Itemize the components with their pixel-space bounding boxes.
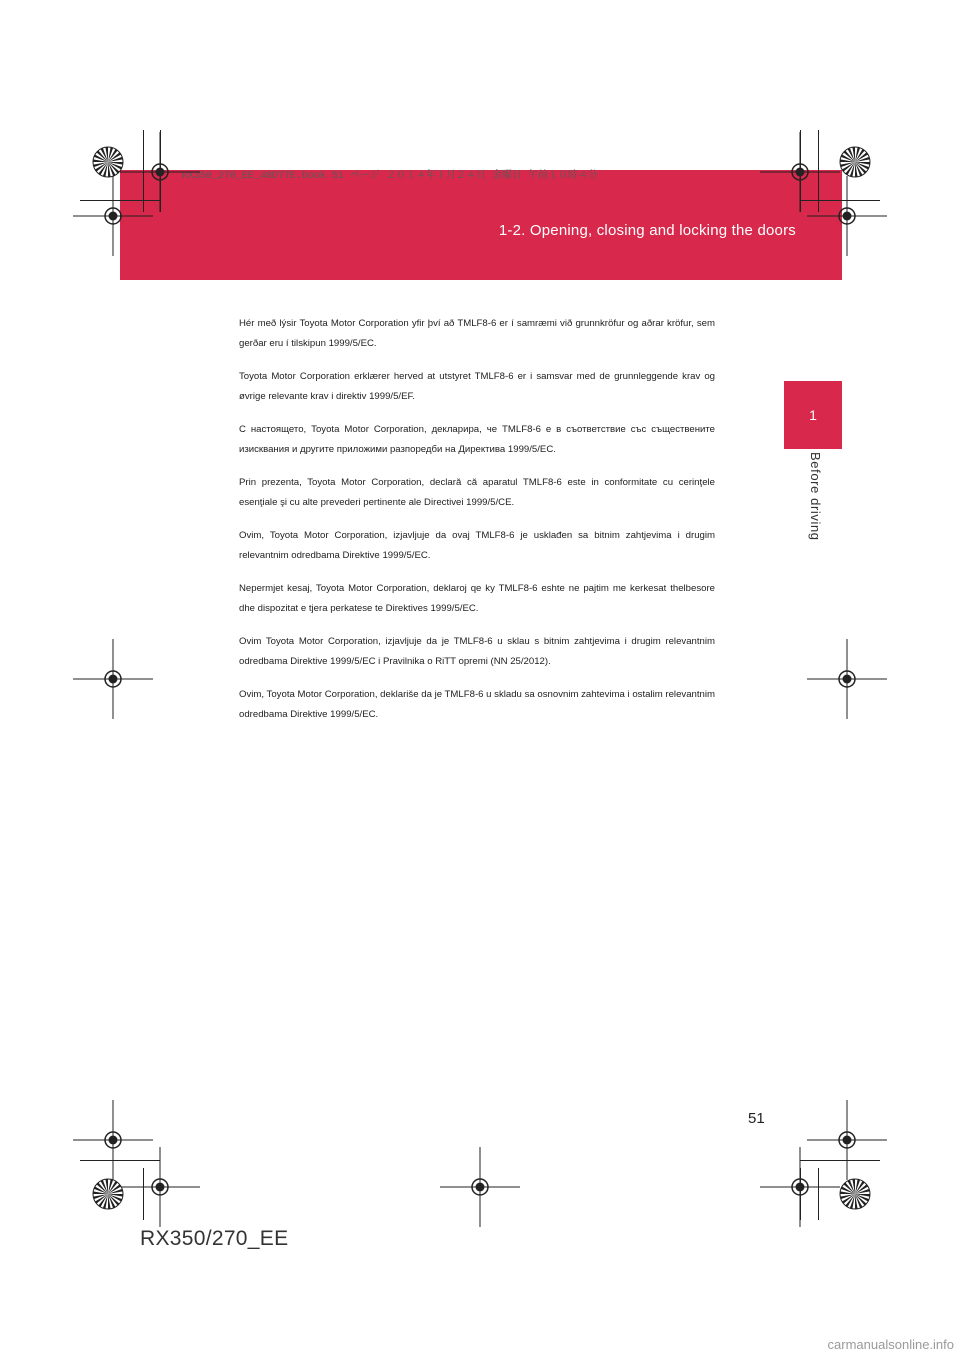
paragraph-bulgarian: С настоящето, Toyota Motor Corporation, декларира, че TMLF8-6 е в съответствие със съществените изисквания и другите приложими разпоредби на Директива 1999/5/ЕС. — [239, 424, 715, 455]
paragraph-icelandic: Hér með lýsir Toyota Motor Corporation yfir því að TMLF8-6 er í samræmi við grunnkröfur og aðrar kröfur, sem gerðar eru í tilskipun 1999/5/EC. — [239, 318, 715, 349]
page-number: 51 — [748, 1110, 765, 1127]
trim-line — [800, 200, 880, 201]
chapter-label: Before driving — [808, 452, 823, 541]
registration-crosshair-icon — [440, 1147, 520, 1227]
chapter-tab — [784, 381, 842, 449]
trim-line — [800, 1160, 880, 1161]
section-title: 1-2. Opening, closing and locking the doors — [498, 222, 796, 239]
paragraph-bosnian: Ovim, Toyota Motor Corporation, izjavljuje da ovaj TMLF8-6 je usklađen sa bitnim zahtjevima i drugim relevantnim odredbama Direktive 1999/5/EC. — [239, 530, 715, 561]
registration-crosshair-icon — [807, 639, 887, 719]
trim-line — [80, 1160, 160, 1161]
trim-line — [80, 200, 160, 201]
declaration-text — [239, 314, 715, 738]
watermark: carmanualsonline.info — [827, 1337, 954, 1352]
registration-crosshair-icon — [120, 1147, 200, 1227]
registration-crosshair-icon — [807, 176, 887, 256]
registration-starburst-icon — [839, 1178, 871, 1210]
paragraph-romanian: Prin prezenta, Toyota Motor Corporation, declară că aparatul TMLF8-6 este in conformitate cu cerinţele esenţiale şi cu alte prevederi pertinente ale Directivei 1999/5/CE. — [239, 477, 715, 508]
footer-model: RX350/270_EE — [140, 1227, 289, 1250]
registration-starburst-icon — [839, 146, 871, 178]
trim-line — [800, 1168, 801, 1220]
registration-crosshair-icon — [73, 639, 153, 719]
paragraph-croatian: Ovim Toyota Motor Corporation, izjavljuje da je TMLF8-6 u sklau s bitnim zahtjevima i drugim relevantnim odredbama Direktive 1999/5/EC i Pravilnika o RiTT opremi (NN 25/2012). — [239, 636, 715, 667]
paragraph-albanian: Nepermjet kesaj, Toyota Motor Corporation, deklaroj qe ky TMLF8-6 eshte ne pajtim me kerkesat thelbesore dhe dispozitat e tjera perkatese te Direktives 1999/5/EC. — [239, 583, 715, 614]
registration-crosshair-icon — [73, 176, 153, 256]
trim-line — [818, 1168, 819, 1220]
header-band — [120, 170, 842, 280]
paragraph-norwegian: Toyota Motor Corporation erklærer herved at utstyret TMLF8-6 er i samsvar med de grunnleggende krav og øvrige relevante krav i direktiv 1999/5/EF. — [239, 371, 715, 402]
chapter-number: 1 — [809, 407, 817, 423]
trim-line — [160, 130, 161, 212]
trim-line — [143, 1168, 144, 1220]
registration-starburst-icon — [92, 1178, 124, 1210]
paragraph-serbian: Ovim, Toyota Motor Corporation, deklariše da je TMLF8-6 u skladu sa osnovnim zahtevima i ostalim relevantnim odredbama Direktive 1999/5/EC. — [239, 689, 715, 720]
print-mark: RX350_270_EE_48D77E.book 51 ページ ２０１４年１月２４日 金曜日 午前１０時４分 — [182, 171, 598, 182]
